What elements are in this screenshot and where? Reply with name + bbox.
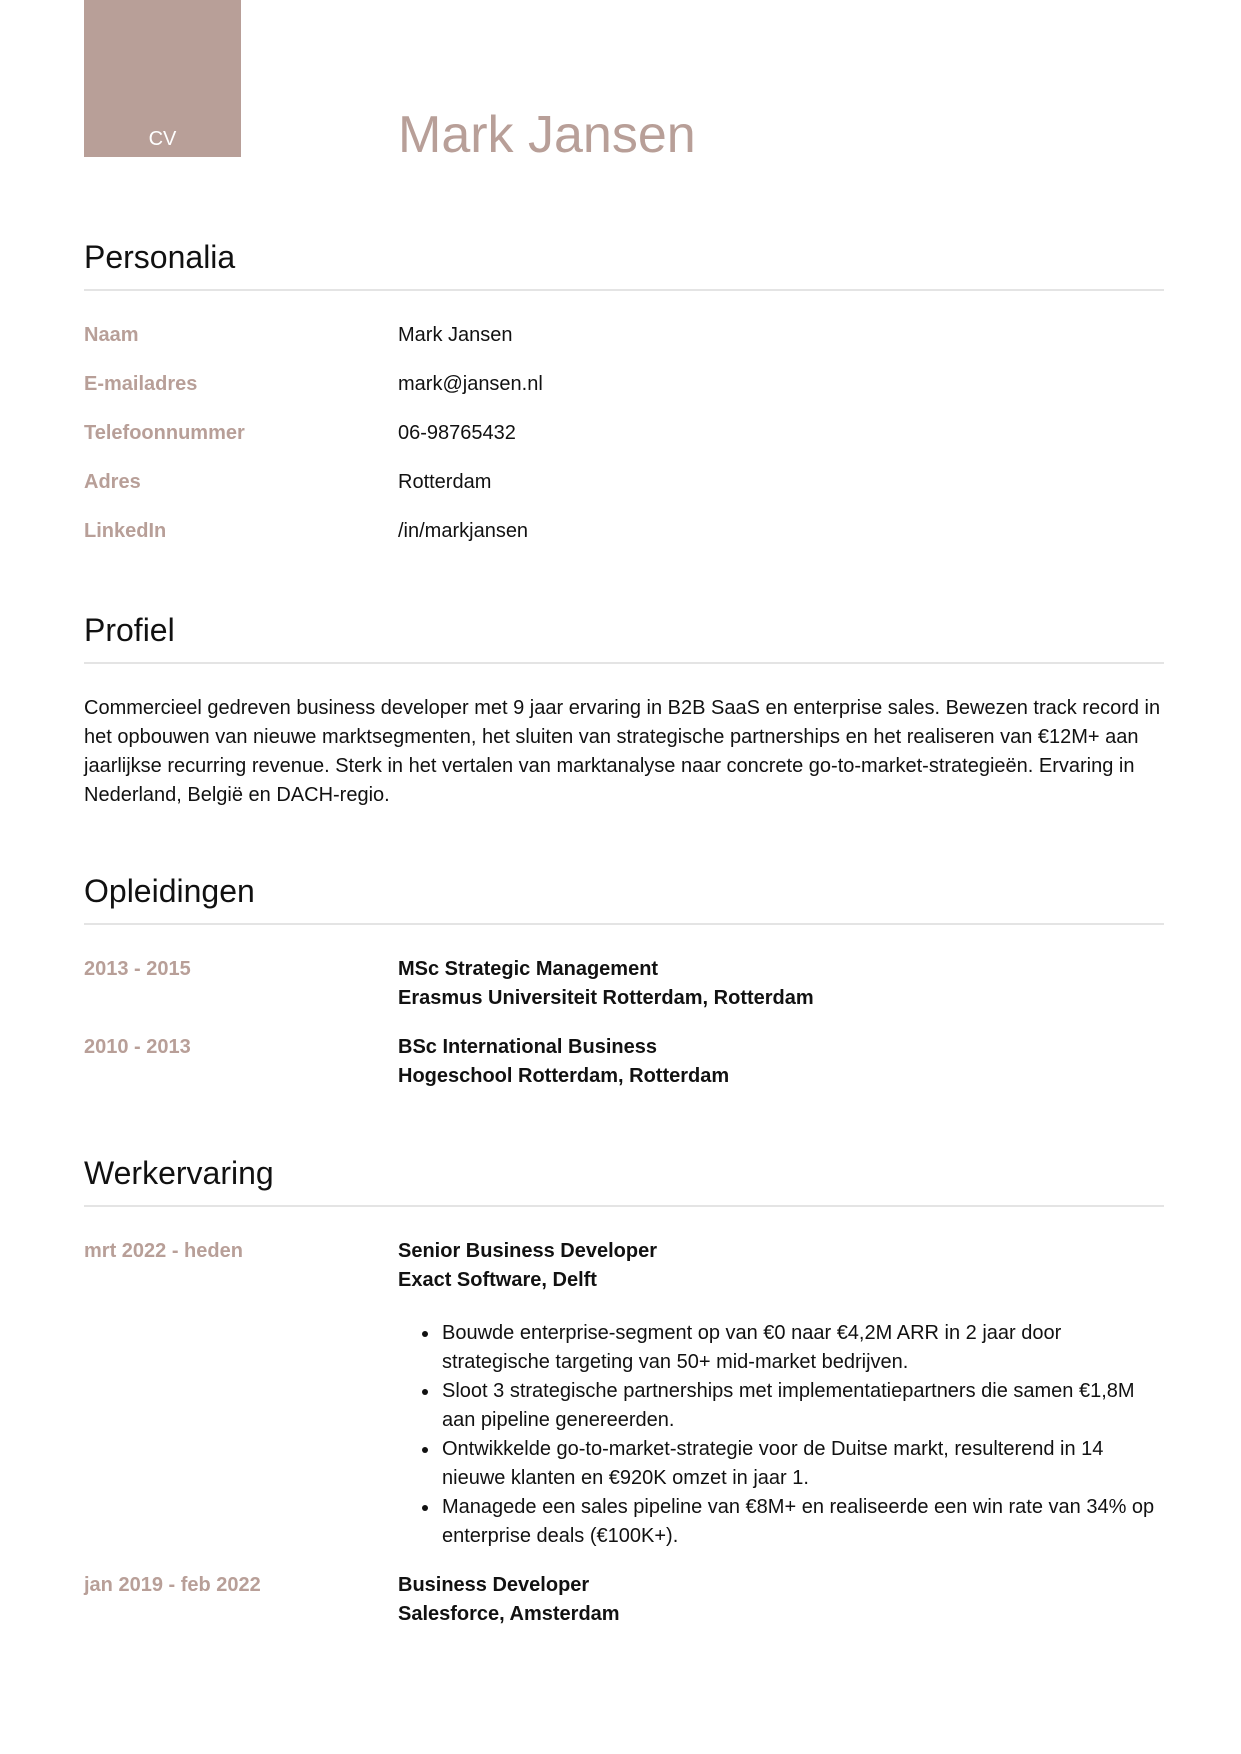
education-period: 2013 - 2015 xyxy=(84,958,191,981)
job-bullet: • Bouwde enterprise-segment op van €0 naar €4,2M ARR in 2 jaar door strategische targeting van 50+ mid-market bedrijven. xyxy=(440,1319,1164,1377)
section-title-personalia: Personalia xyxy=(84,239,236,275)
divider xyxy=(84,289,1164,291)
job-bullet: • Sloot 3 strategische partnerships met implementatiepartners die samen €1,8M aan pipeline genereerden. xyxy=(440,1377,1164,1435)
personalia-label: Telefoonnummer xyxy=(84,422,245,445)
divider xyxy=(84,1205,1164,1207)
name-title: Mark Jansen xyxy=(398,106,696,164)
section-title-opleidingen: Opleidingen xyxy=(84,873,255,909)
section-werkervaring xyxy=(84,1156,1164,1629)
cv-badge-label: CV xyxy=(148,128,177,150)
job-company: Exact Software, Delft xyxy=(398,1269,597,1292)
education-school: Erasmus Universiteit Rotterdam, Rotterdam xyxy=(398,987,814,1010)
personalia-row-linkedin xyxy=(84,517,1164,546)
section-personalia xyxy=(84,240,1164,546)
personalia-row-naam xyxy=(84,321,1164,350)
divider xyxy=(84,662,1164,664)
profile-text: Commercieel gedreven business developer met 9 jaar ervaring in B2B SaaS en enterprise sales. Bewezen track record in het opbouwen van nieuwe marktsegmenten, het sluiten van strategische partnerships en het realiseren van €12M+ aan jaarlijkse recurring revenue. Sterk in het vertalen van marktanalyse naar concrete go-to-market-strategieën. Ervaring in Nederland, België en DACH-regio. xyxy=(84,697,1161,807)
section-profiel xyxy=(84,613,1164,810)
job-role: Senior Business Developer xyxy=(398,1240,657,1263)
personalia-value: Mark Jansen xyxy=(398,324,513,347)
personalia-value: /in/markjansen xyxy=(398,520,529,543)
job-role: Business Developer xyxy=(398,1574,590,1597)
personalia-value: Rotterdam xyxy=(398,471,492,494)
job-item xyxy=(84,1237,1164,1295)
education-item xyxy=(84,1033,1164,1091)
personalia-label: E-mailadres xyxy=(84,373,198,396)
personalia-label: Naam xyxy=(84,324,139,347)
job-period: jan 2019 - feb 2022 xyxy=(84,1574,261,1597)
personalia-value: mark@jansen.nl xyxy=(398,373,543,396)
education-degree: MSc Strategic Management xyxy=(398,958,659,981)
section-title-werkervaring: Werkervaring xyxy=(84,1155,274,1191)
job-bullets xyxy=(84,1319,1164,1551)
education-degree: BSc International Business xyxy=(398,1036,657,1059)
education-school: Hogeschool Rotterdam, Rotterdam xyxy=(398,1065,730,1088)
job-period: mrt 2022 - heden xyxy=(84,1240,243,1263)
job-company: Salesforce, Amsterdam xyxy=(398,1603,620,1626)
personalia-row-telefoon xyxy=(84,419,1164,448)
cv-badge xyxy=(84,0,241,157)
personalia-row-email xyxy=(84,370,1164,399)
job-bullet: • Managede een sales pipeline van €8M+ en realiseerde een win rate van 34% op enterprise deals (€100K+). xyxy=(440,1493,1164,1551)
education-item xyxy=(84,955,1164,1013)
job-bullet: • Ontwikkelde go-to-market-strategie voor de Duitse markt, resulterend in 14 nieuwe klanten en €920K omzet in jaar 1. xyxy=(440,1435,1164,1493)
education-period: 2010 - 2013 xyxy=(84,1036,191,1059)
personalia-row-adres xyxy=(84,468,1164,497)
personalia-value: 06-98765432 xyxy=(398,422,516,445)
job-item xyxy=(84,1571,1164,1629)
section-title-profiel: Profiel xyxy=(84,612,175,648)
divider xyxy=(84,923,1164,925)
personalia-label: Adres xyxy=(84,471,141,494)
personalia-label: LinkedIn xyxy=(84,520,167,543)
section-opleidingen xyxy=(84,874,1164,1091)
